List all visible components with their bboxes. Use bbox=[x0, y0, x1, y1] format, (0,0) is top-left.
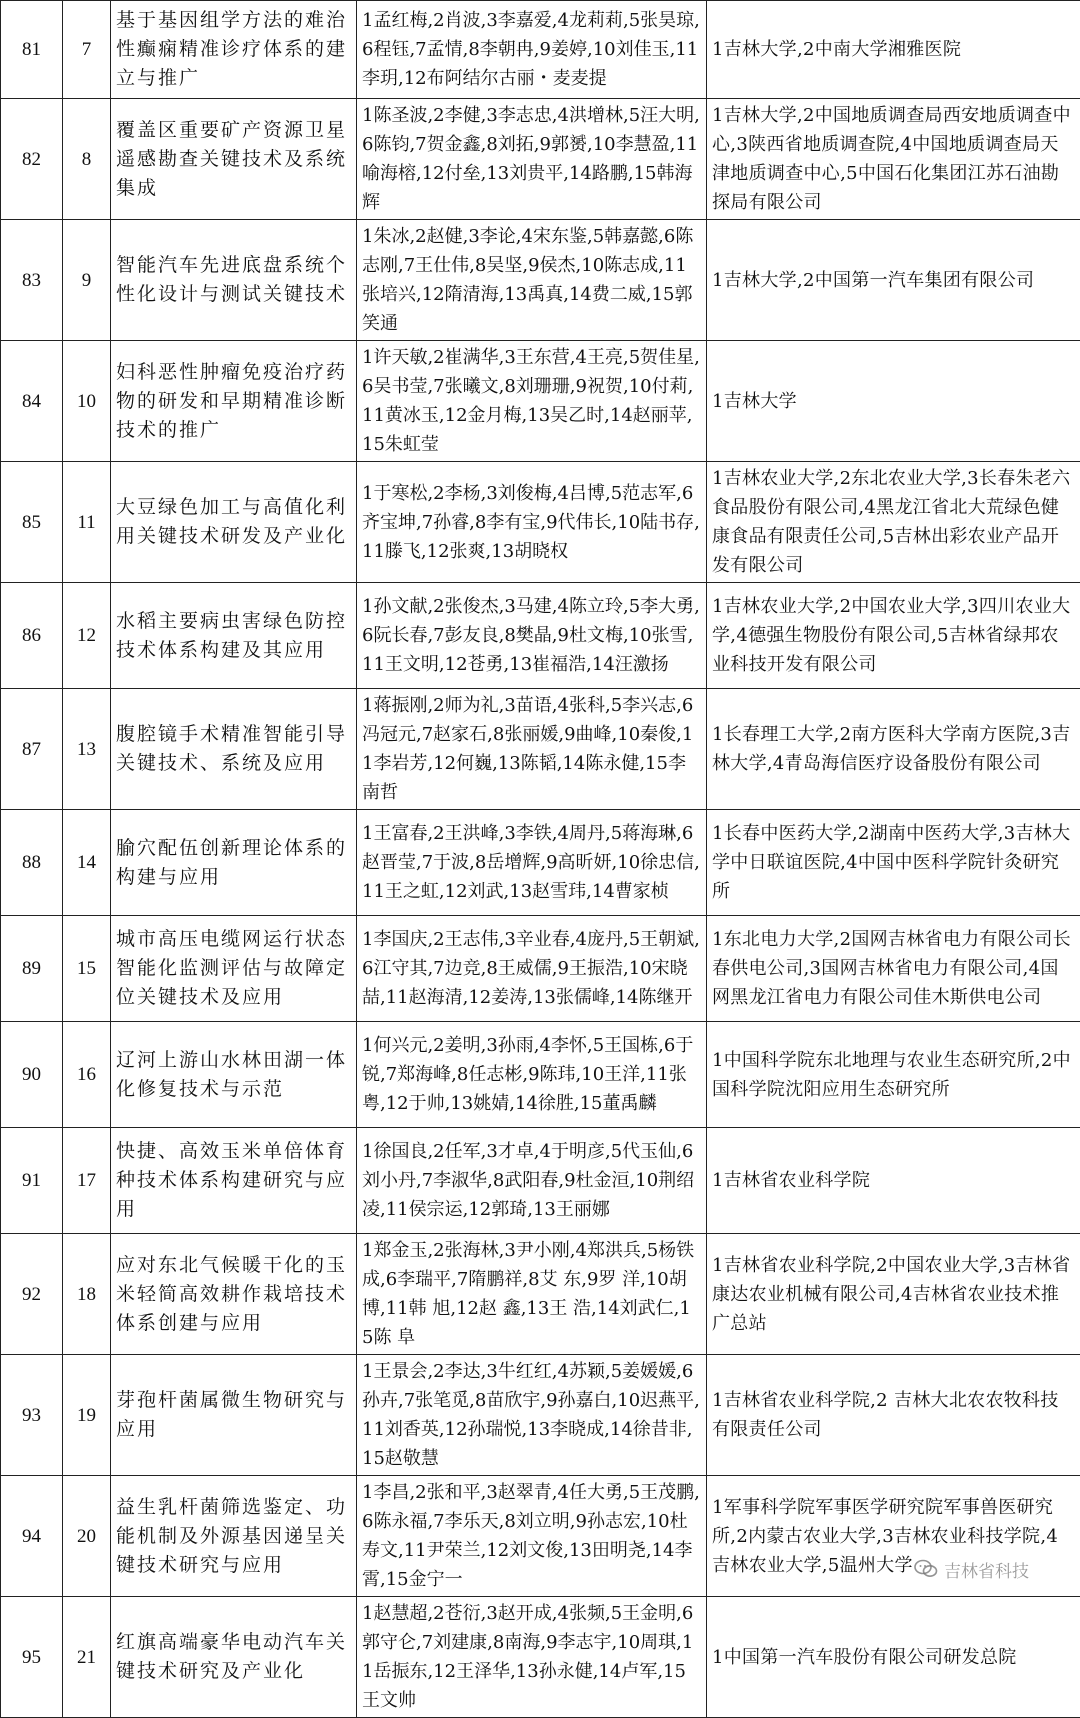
organizations: 1吉林省农业科学院,2 吉林大北农农牧科技有限责任公司 bbox=[707, 1355, 1080, 1476]
table-row bbox=[1, 462, 1080, 583]
sub-number: 21 bbox=[63, 1597, 111, 1718]
sub-number: 18 bbox=[63, 1234, 111, 1355]
row-number: 95 bbox=[1, 1597, 63, 1718]
sub-number: 20 bbox=[63, 1476, 111, 1597]
organizations: 1军事科学院军事医学研究院军事兽医研究所,2内蒙古农业大学,3吉林农业科技学院,4吉林农业大学,5温州大学 bbox=[707, 1476, 1080, 1597]
contributors: 1孟红梅,2肖波,3李嘉爱,4龙莉莉,5张昊琼,6程钰,7孟情,8李朝冉,9姜婷,10刘佳玉,11李玥,12布阿结尔古丽・麦麦提 bbox=[357, 1, 707, 99]
project-name: 基于基因组学方法的难治性癫痫精准诊疗体系的建立与推广 bbox=[111, 1, 357, 99]
row-number: 89 bbox=[1, 916, 63, 1022]
table-row bbox=[1, 341, 1080, 462]
project-name: 智能汽车先进底盘系统个性化设计与测试关键技术 bbox=[111, 220, 357, 341]
table-row bbox=[1, 1128, 1080, 1234]
sub-number: 8 bbox=[63, 99, 111, 220]
row-number: 81 bbox=[1, 1, 63, 99]
table-row bbox=[1, 1022, 1080, 1128]
row-number: 90 bbox=[1, 1022, 63, 1128]
organizations: 1吉林大学,2中国地质调查局西安地质调查中心,3陕西省地质调查院,4中国地质调查局天津地质调查中心,5中国石化集团江苏石油勘探局有限公司 bbox=[707, 99, 1080, 220]
table-row bbox=[1, 1597, 1080, 1718]
organizations: 1东北电力大学,2国网吉林省电力有限公司长春供电公司,3国网吉林省电力有限公司,4国网黑龙江省电力有限公司佳木斯供电公司 bbox=[707, 916, 1080, 1022]
organizations: 1长春理工大学,2南方医科大学南方医院,3吉林大学,4青岛海信医疗设备股份有限公司 bbox=[707, 689, 1080, 810]
contributors: 1孙文献,2张俊杰,3马建,4陈立玲,5李大勇,6阮长春,7彭友良,8樊晶,9杜文梅,10张雪,11王文明,12苍勇,13崔福浩,14汪激扬 bbox=[357, 583, 707, 689]
contributors: 1赵慧超,2苍衍,3赵开成,4张频,5王金明,6郭守仑,7刘建康,8南海,9李志宇,10周琪,11岳振东,12王泽华,13孙永健,14卢军,15王文帅 bbox=[357, 1597, 707, 1718]
awards-table-body bbox=[1, 1, 1080, 1718]
contributors: 1陈圣波,2李健,3李志忠,4洪增林,5汪大明,6陈钧,7贺金鑫,8刘拓,9郭赟,10李慧盈,11喻海榕,12付垒,13刘贵平,14路鹏,15韩海辉 bbox=[357, 99, 707, 220]
wechat-icon bbox=[914, 1559, 938, 1579]
project-name: 快捷、高效玉米单倍体育种技术体系构建研究与应用 bbox=[111, 1128, 357, 1234]
sub-number: 9 bbox=[63, 220, 111, 341]
row-number: 94 bbox=[1, 1476, 63, 1597]
sub-number: 13 bbox=[63, 689, 111, 810]
project-name: 妇科恶性肿瘤免疫治疗药物的研发和早期精准诊断技术的推广 bbox=[111, 341, 357, 462]
contributors: 1朱冰,2赵健,3李论,4宋东鉴,5韩嘉懿,6陈志刚,7王仕伟,8吴坚,9侯杰,10陈志成,11张培兴,12隋清海,13禹真,14费二威,15郭笑通 bbox=[357, 220, 707, 341]
row-number: 91 bbox=[1, 1128, 63, 1234]
table-row bbox=[1, 220, 1080, 341]
contributors: 1王景会,2李达,3牛红红,4苏颖,5姜媛媛,6孙卉,7张笔觅,8苗欣宇,9孙嘉白,10迟燕平,11刘香英,12孙瑞悦,13李晓成,14徐昔非,15赵敬慧 bbox=[357, 1355, 707, 1476]
project-name: 益生乳杆菌筛选鉴定、功能机制及外源基因递呈关键技术研究与应用 bbox=[111, 1476, 357, 1597]
project-name: 红旗高端豪华电动汽车关键技术研究及产业化 bbox=[111, 1597, 357, 1718]
row-number: 88 bbox=[1, 810, 63, 916]
table-row bbox=[1, 810, 1080, 916]
table-row bbox=[1, 583, 1080, 689]
row-number: 92 bbox=[1, 1234, 63, 1355]
watermark-text: 吉林省科技 bbox=[944, 1557, 1029, 1582]
table-row bbox=[1, 99, 1080, 220]
row-number: 84 bbox=[1, 341, 63, 462]
contributors: 1郑金玉,2张海林,3尹小刚,4郑洪兵,5杨铁成,6李瑞平,7隋鹏祥,8艾 东,9罗 洋,10胡 博,11韩 旭,12赵 鑫,13王 浩,14刘武仁,15陈 阜 bbox=[357, 1234, 707, 1355]
organizations: 1吉林农业大学,2中国农业大学,3四川农业大学,4德强生物股份有限公司,5吉林省绿邦农业科技开发有限公司 bbox=[707, 583, 1080, 689]
row-number: 93 bbox=[1, 1355, 63, 1476]
organizations: 1吉林大学 bbox=[707, 341, 1080, 462]
project-name: 城市高压电缆网运行状态智能化监测评估与故障定位关键技术及应用 bbox=[111, 916, 357, 1022]
contributors: 1许天敏,2崔满华,3王东营,4王亮,5贺佳星,6吴书莹,7张曦文,8刘珊珊,9祝贺,10付莉,11黄冰玉,12金月梅,13吴乙时,14赵丽苹,15朱虹莹 bbox=[357, 341, 707, 462]
organizations: 1吉林大学,2中南大学湘雅医院 bbox=[707, 1, 1080, 99]
row-number: 83 bbox=[1, 220, 63, 341]
contributors: 1于寒松,2李杨,3刘俊梅,4吕博,5范志军,6齐宝坤,7孙睿,8李有宝,9代伟长,10陆书存,11滕飞,12张爽,13胡晓权 bbox=[357, 462, 707, 583]
project-name: 覆盖区重要矿产资源卫星遥感勘查关键技术及系统集成 bbox=[111, 99, 357, 220]
organizations: 1吉林大学,2中国第一汽车集团有限公司 bbox=[707, 220, 1080, 341]
row-number: 87 bbox=[1, 689, 63, 810]
row-number: 82 bbox=[1, 99, 63, 220]
contributors: 1蒋振刚,2师为礼,3苗语,4张科,5李兴志,6冯冠元,7赵家石,8张丽媛,9曲峰,10秦俊,11李岩芳,12何巍,13陈韬,14陈永健,15李南哲 bbox=[357, 689, 707, 810]
project-name: 水稻主要病虫害绿色防控技术体系构建及其应用 bbox=[111, 583, 357, 689]
sub-number: 10 bbox=[63, 341, 111, 462]
project-name: 辽河上游山水林田湖一体化修复技术与示范 bbox=[111, 1022, 357, 1128]
organizations: 1吉林农业大学,2东北农业大学,3长春朱老六食品股份有限公司,4黑龙江省北大荒绿色健康食品有限责任公司,5吉林出彩农业产品开发有限公司 bbox=[707, 462, 1080, 583]
table-row bbox=[1, 1234, 1080, 1355]
project-name: 腧穴配伍创新理论体系的构建与应用 bbox=[111, 810, 357, 916]
project-name: 腹腔镜手术精准智能引导关键技术、系统及应用 bbox=[111, 689, 357, 810]
contributors: 1李国庆,2王志伟,3辛业春,4庞丹,5王朝斌,6江守其,7边竞,8王威儒,9王振浩,10宋晓喆,11赵海清,12姜涛,13张儒峰,14陈继开 bbox=[357, 916, 707, 1022]
row-number: 85 bbox=[1, 462, 63, 583]
sub-number: 11 bbox=[63, 462, 111, 583]
table-row bbox=[1, 916, 1080, 1022]
organizations: 1长春中医药大学,2湖南中医药大学,3吉林大学中日联谊医院,4中国中医科学院针灸研究所 bbox=[707, 810, 1080, 916]
contributors: 1徐国良,2任军,3才卓,4于明彦,5代玉仙,6刘小丹,7李淑华,8武阳春,9杜金洹,10荆绍凌,11侯宗运,12郭琦,13王丽娜 bbox=[357, 1128, 707, 1234]
organizations: 1中国第一汽车股份有限公司研发总院 bbox=[707, 1597, 1080, 1718]
organizations: 1中国科学院东北地理与农业生态研究所,2中国科学院沈阳应用生态研究所 bbox=[707, 1022, 1080, 1128]
sub-number: 19 bbox=[63, 1355, 111, 1476]
watermark bbox=[914, 1556, 1064, 1582]
table-row bbox=[1, 1355, 1080, 1476]
sub-number: 7 bbox=[63, 1, 111, 99]
sub-number: 12 bbox=[63, 583, 111, 689]
sub-number: 14 bbox=[63, 810, 111, 916]
sub-number: 16 bbox=[63, 1022, 111, 1128]
project-name: 芽孢杆菌属微生物研究与应用 bbox=[111, 1355, 357, 1476]
project-name: 大豆绿色加工与高值化利用关键技术研发及产业化 bbox=[111, 462, 357, 583]
project-name: 应对东北气候暖干化的玉米轻简高效耕作栽培技术体系创建与应用 bbox=[111, 1234, 357, 1355]
contributors: 1何兴元,2姜明,3孙雨,4李怀,5王国栋,6于锐,7郑海峰,8任志彬,9陈玮,10王洋,11张粤,12于帅,13姚婧,14徐胜,15董禹麟 bbox=[357, 1022, 707, 1128]
sub-number: 17 bbox=[63, 1128, 111, 1234]
organizations: 1吉林省农业科学院 bbox=[707, 1128, 1080, 1234]
organizations: 1吉林省农业科学院,2中国农业大学,3吉林省康达农业机械有限公司,4吉林省农业技术推广总站 bbox=[707, 1234, 1080, 1355]
contributors: 1李昌,2张和平,3赵翠青,4任大勇,5王茂鹏,6陈永福,7李乐天,8刘立明,9孙志宏,10杜寿文,11尹荣兰,12刘文俊,13田明尧,14李霄,15金宁一 bbox=[357, 1476, 707, 1597]
table-row bbox=[1, 689, 1080, 810]
sub-number: 15 bbox=[63, 916, 111, 1022]
table-row bbox=[1, 1, 1080, 99]
contributors: 1王富春,2王洪峰,3李铁,4周丹,5蒋海琳,6赵晋莹,7于波,8岳增辉,9高昕妍,10徐忠信,11王之虹,12刘武,13赵雪玮,14曹家桢 bbox=[357, 810, 707, 916]
row-number: 86 bbox=[1, 583, 63, 689]
